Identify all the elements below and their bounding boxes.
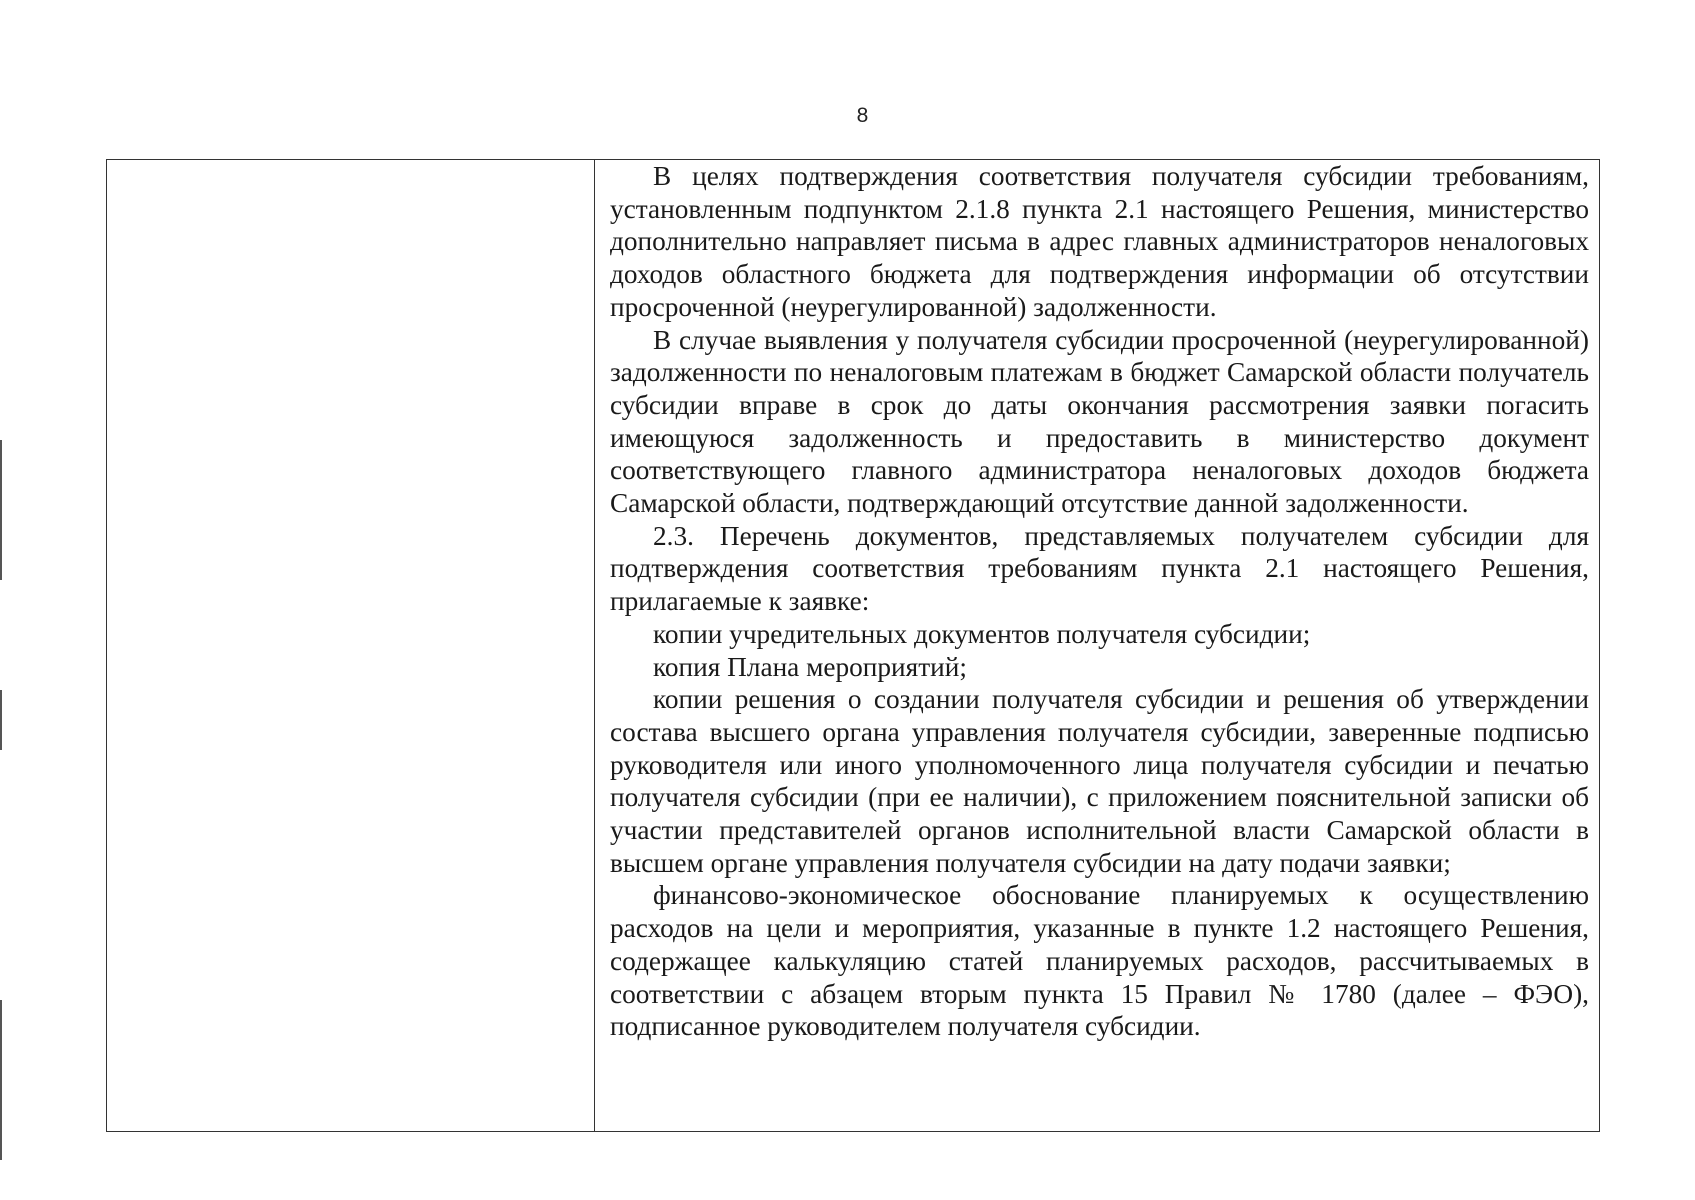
list-item-creation-decision: копии решения о создании получателя субсидии и решения об утверждении состава высшего органа управления получателя субсидии, заверенные подписью руководителя или иного уполномоченного лица получателя субсидии и печатью получателя субсидии (при ее наличии), с приложением пояснительной записки об участии представителей органов исполнительной власти Самарской области в высшем органе управления получателя субсидии на дату подачи заявки; <box>610 684 1589 878</box>
document-table <box>106 159 1600 1132</box>
list-item-financial-justification: финансово-экономическое обоснование планируемых к осуществлению расходов на цели и мероприятия, указанные в пункте 1.2 настоящего Решения, содержащее калькуляцию статей планируемых расходов, рассчитываемых в соответствии с абзацем вторым пункта 15 Правил № 1780 (далее – ФЭО), подписанное руководителем получателя субсидии. <box>610 880 1589 1042</box>
scan-edge-mark <box>0 1000 2 1160</box>
table-left-cell <box>107 160 595 1131</box>
page-number: 8 <box>856 104 869 127</box>
scan-edge-mark <box>0 440 2 580</box>
scan-edge-mark <box>0 690 2 750</box>
paragraph-debt-repayment: В случае выявления у получателя субсидии просроченной (неурегулированной) задолженности по неналоговым платежам в бюджет Самарской области получатель субсидии вправе в срок до даты окончания рассмотрения заявки погасить имеющуюся задолженность и предоставить в министерство документ соответствующего главного администратора неналоговых доходов бюджета Самарской области, подтверждающий отсутствие данной задолженности. <box>610 324 1589 519</box>
table-right-cell <box>595 160 1599 1131</box>
paragraph-section-2-3: 2.3. Перечень документов, представляемых получателем субсидии для подтверждения соответствия требованиям пункта 2.1 настоящего Решения, прилагаемые к заявке: <box>610 520 1589 617</box>
list-item-action-plan: копия Плана мероприятий; <box>653 651 967 682</box>
list-item-founding-documents: копии учредительных документов получателя субсидии; <box>653 618 1311 649</box>
paragraph-confirmation-letters: В целях подтверждения соответствия получателя субсидии требованиям, установленным подпунктом 2.1.8 пункта 2.1 настоящего Решения, министерство дополнительно направляет письма в адрес главных администраторов неналоговых доходов областного бюджета для подтверждения информации об отсутствии просроченной (неурегулированной) задолженности. <box>610 161 1589 322</box>
